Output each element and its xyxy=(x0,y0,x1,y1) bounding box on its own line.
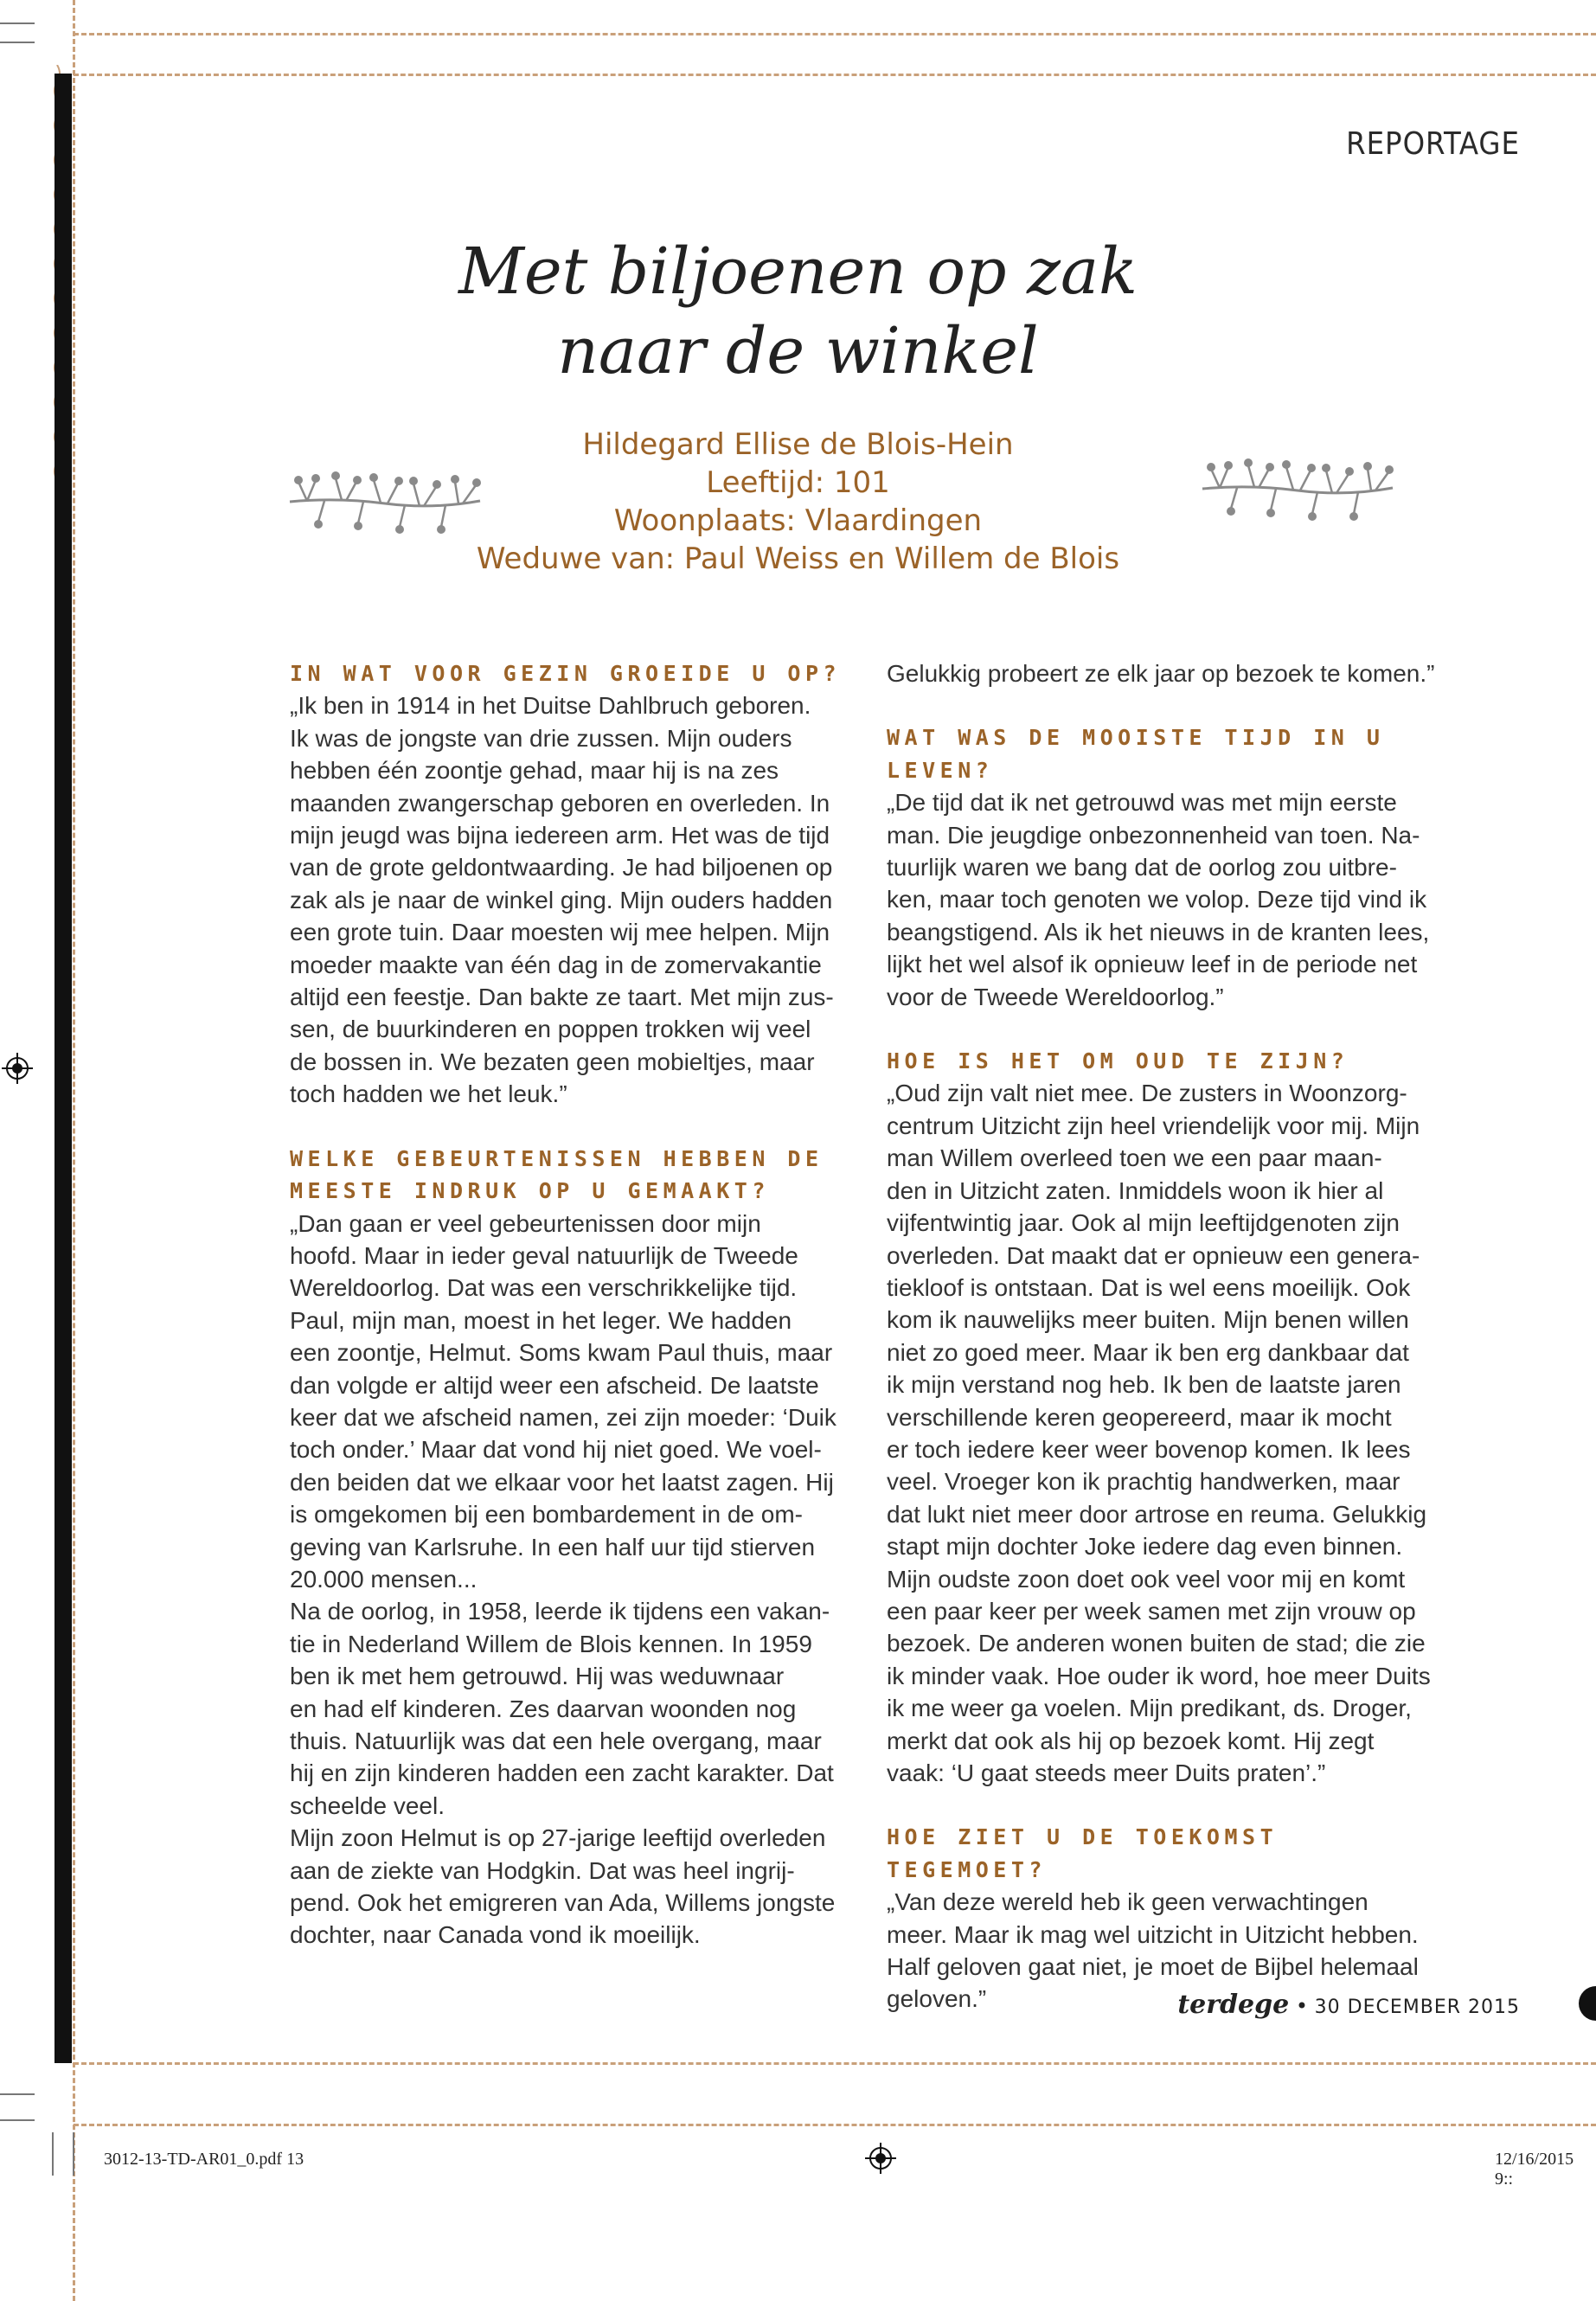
answer-paragraph: „Van deze wereld heb ik geen verwachtingen meer. Maar ik mag wel uitzicht in Uitzicht hebben. Half geloven gaat niet, je moet de Bijbel helemaal geloven.” xyxy=(887,1888,1419,2013)
answer-paragraph: „Oud zijn valt niet mee. De zusters in Woonzorg- centrum Uitzicht zijn heel vriendelijk voor mij. Mijn man Willem overleed toen we een paar maan- den in Uitzicht zaten. Inmiddels woon ik hier al vijfentwintig jaar. Ook al mijn leeftijdgenoten zijn overleden. Dat maakt dat er opnieuw een genera- tiekloof is ontstaan. Dat is wel eens moeilijk. Ook kom ik nauwelijks meer buiten. Mijn benen willen niet zo goed meer. Maar ik ben erg dankbaar dat ik mijn verstand nog heb. Ik ben de laatste jaren verschillende keren geopereerd, maar ik mocht er toch iedere keer weer bovenop komen. Ik lees veel. Vroeger kon ik prachtig handwerken, maar dat lukt niet meer door artrose en reuma. Gelukkig stapt mijn dochter Joke iedere dag even binnen. Mijn oudste zoon doet ook veel voor mij en komt een paar keer per week samen met zijn vrouw op bezoek. De anderen wonen buiten de stad; die zie ik minder vaak. Hoe ouder ik word, hoe meer Duits ik me weer ga voelen. Mijn predikant, ds. Droger, merkt dat ook als hij op bezoek komt. Hij zegt vaak: ‘U gaat steeds meer Duits praten’.” xyxy=(887,1080,1431,1786)
answer-continuation: Gelukkig probeert ze elk jaar op bezoek te komen.” xyxy=(887,660,1435,687)
slug-datetime: 12/16/2015 9:: xyxy=(1495,2150,1574,2189)
page-number-badge xyxy=(1579,1986,1596,2021)
section-label: REPORTAGE xyxy=(1346,126,1520,162)
crop-mark xyxy=(52,2132,54,2176)
question-heading: HOE ZIET U DE TOEKOMST TEGEMOET? xyxy=(887,1824,1279,1882)
left-branch-ornament-icon xyxy=(285,463,484,541)
question-heading: WAT WAS DE MOOISTE TIJD IN U LEVEN? xyxy=(887,725,1385,783)
crop-mark xyxy=(0,2119,35,2121)
question-heading-line-1: WELKE GEBEURTENISSEN HEBBEN DE xyxy=(290,1145,824,1171)
right-text-column xyxy=(887,657,1449,2016)
title-line-1: Met biljoenen op zak xyxy=(458,234,1138,309)
crop-mark xyxy=(73,2132,74,2176)
issue-date: 30 DECEMBER 2015 xyxy=(1314,1997,1520,2018)
answer-paragraph: „Dan gaan er veel gebeurtenissen door mijn hoofd. Maar in ieder geval natuurlijk de Tweede Wereldoorlog. Dat was een verschrikkelijke tijd. Paul, mijn man, moest in het leger. We hadden een zoontje, Helmut. Soms kwam Paul thuis, maar dan volgde er altijd weer een afscheid. De laatste keer dat we afscheid namen, zei zijn moeder: ‘Duik toch onder.’ Maar dat vond hij niet goed. We voel- den beiden dat we elkaar voor het laatst zagen. Hij is omgekomen bij een bombardement in de om- geving van Karlsruhe. In een half uur tijd stierven 20.000 mensen... Na de oorlog, in 1958, leerde ik tijdens een vakan- tie in Nederland Willem de Blois kennen. In 1959 ben ik met hem getrouwd. Hij was weduwnaar en had elf kinderen. Zes daarvan woonden nog thuis. Natuurlijk was dat een hele overgang, maar hij en zijn kinderen hadden een zacht karakter. Dat scheelde veel. Mijn zoon Helmut is op 27-jarige leeftijd overleden aan de ziekte van Hodgkin. Dat was heel ingrij- pend. Ook het emigreren van Ada, Willems jongste dochter, naar Canada vond ik moeilijk. xyxy=(290,1209,836,1949)
bottom-trim-dashes xyxy=(74,2124,1596,2126)
article-title xyxy=(0,232,1596,391)
page-footer xyxy=(1177,1990,1520,2020)
top-trim-dashes xyxy=(74,33,1596,35)
profile-residence: Woonplaats: Vlaardingen xyxy=(613,503,983,538)
slug-filename: 3012-13-TD-AR01_0.pdf 13 xyxy=(104,2150,304,2169)
registration-mark-icon xyxy=(2,1053,33,1084)
crop-mark xyxy=(0,2093,35,2095)
title-line-2: naar de winkel xyxy=(557,314,1039,388)
registration-mark-icon xyxy=(865,2143,896,2174)
profile-widow-of: Weduwe van: Paul Weiss en Willem de Blois xyxy=(476,542,1120,576)
left-text-column xyxy=(290,657,852,1952)
profile-box xyxy=(476,426,1120,578)
magazine-brand: terdege xyxy=(1177,1990,1290,2020)
question-heading-line-2: MEESTE INDRUK OP U GEMAAKT? xyxy=(290,1178,770,1204)
crop-mark xyxy=(0,42,35,43)
upper-trim-dashes xyxy=(74,74,1596,76)
question-heading: IN WAT VOOR GEZIN GROEIDE U OP? xyxy=(290,661,842,686)
profile-name: Hildegard Ellise de Blois-Hein xyxy=(582,427,1014,462)
lower-trim-dashes xyxy=(74,2062,1596,2065)
profile-age: Leeftijd: 101 xyxy=(706,465,890,500)
right-branch-ornament-icon xyxy=(1198,450,1397,528)
crop-mark xyxy=(0,22,35,24)
answer-paragraph: „De tijd dat ik net getrouwd was met mijn eerste man. Die jeugdige onbezonnenheid van toen. Na- tuurlijk waren we bang dat de oorlog zou uitbre- ken, maar toch genoten we volop. Deze tijd vind ik beangstigend. Als ik het nieuws in de kranten lees, lijkt het wel alsof ik opnieuw leef in de periode net voor de Tweede Wereldoorlog.” xyxy=(887,789,1430,1010)
question-heading: HOE IS HET OM OUD TE ZIJN? xyxy=(887,1048,1349,1074)
footer-bullet: • xyxy=(1295,1994,1309,2018)
answer-paragraph: „Ik ben in 1914 in het Duitse Dahlbruch geboren. Ik was de jongste van drie zussen. Mijn ouders hebben één zoontje gehad, maar hij is na zes maanden zwangerschap geboren en overleden. In mijn jeugd was bijna iedereen arm. Het was de tijd van de grote geldontwaarding. Je had biljoenen op zak als je naar de winkel ging. Mijn ouders hadden een grote tuin. Daar moesten wij mee helpen. Mijn moeder maakte van één dag in de zomervakantie altijd een feestje. Dan bakte ze taart. Met mijn zus- sen, de buurkinderen en poppen trokken wij veel de bossen in. We bezaten geen mobieltjes, maar toch hadden we het leuk.” xyxy=(290,692,834,1108)
